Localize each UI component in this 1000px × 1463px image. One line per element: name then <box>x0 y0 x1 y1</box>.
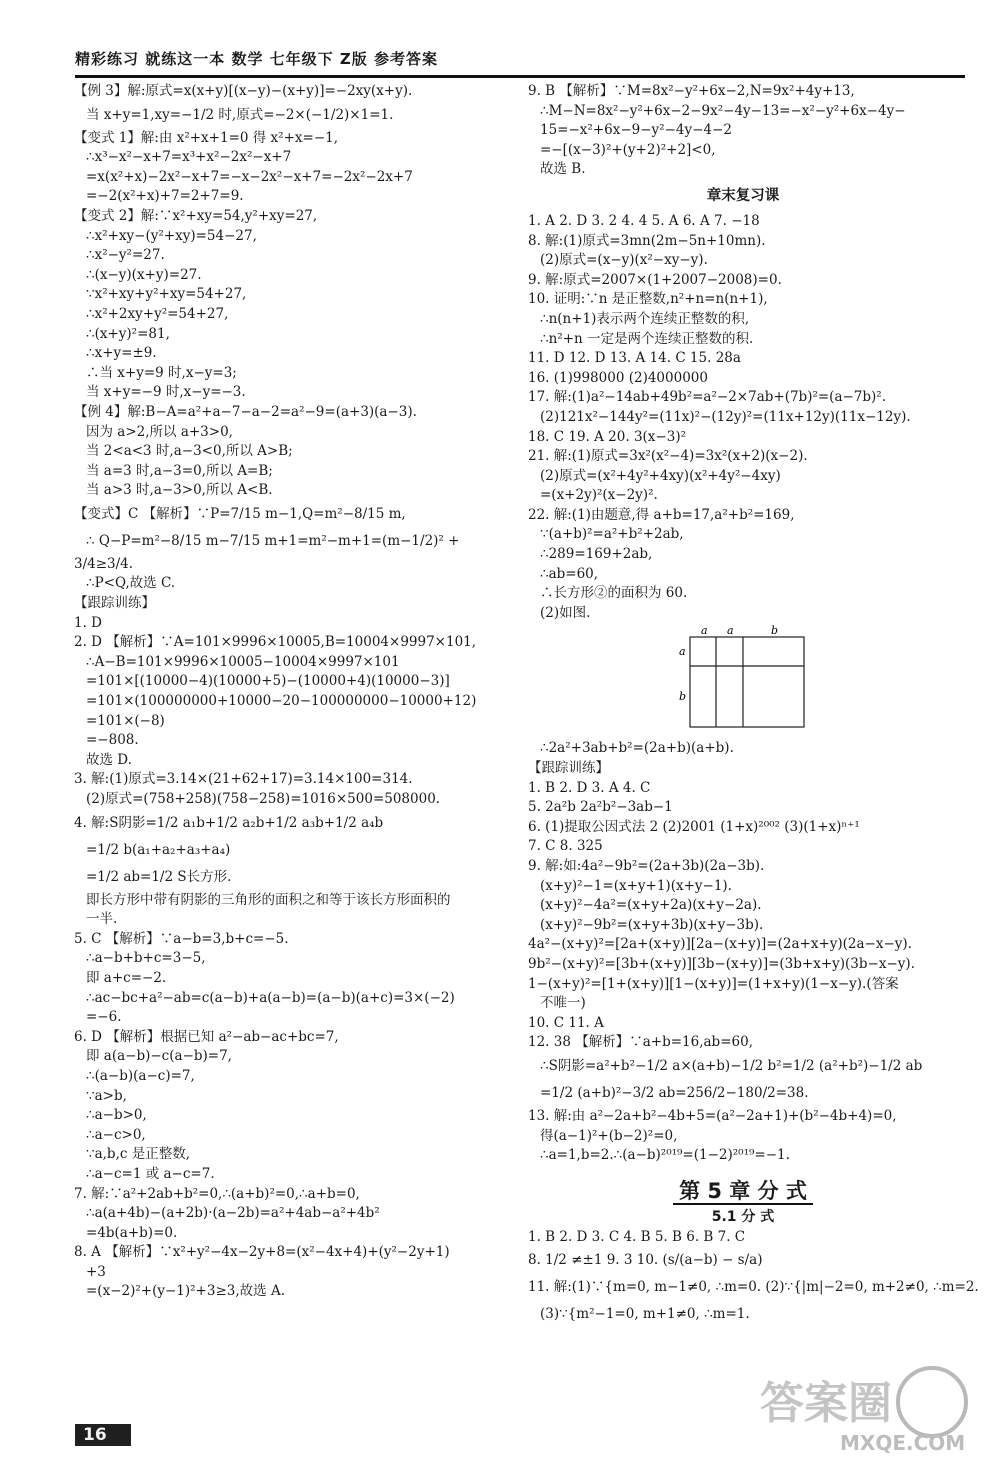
left-column <box>74 82 514 1302</box>
left-column-line: ∴x²+xy−(y²+xy)=54−27, <box>86 227 257 244</box>
left-column-line: 【变式】C 【解析】∵P=7/15 m−1,Q=m²−8/15 m, <box>74 505 406 522</box>
rectangle-figure <box>528 625 958 735</box>
left-column-line: =−808. <box>86 732 139 749</box>
right-column-top-line: 15=−x²+6x−9−y²−4y−4−2 <box>540 122 732 139</box>
left-column-line: =−2(x²+x)+7=2+7=9. <box>86 188 244 205</box>
chapter-title <box>528 1176 958 1206</box>
right-after-figure-lines <box>528 739 958 1165</box>
chapter-lines <box>528 1228 979 1329</box>
left-column-line: ∴a(a+4b)−(a+2b)·(a−2b)=a²+4ab−a²+4b² <box>86 1205 380 1222</box>
review-title: 章末复习课 <box>706 187 780 204</box>
left-column-line: =1/2 ab=1/2 S长方形. <box>86 868 232 885</box>
right-column-review-line: 22. 解:(1)由题意,得 a+b=17,a²+b²=169, <box>528 506 795 523</box>
left-column-line: 【例 4】解:B−A=a²+a−7−a−2=a²−9=(a+3)(a−3). <box>74 403 417 420</box>
right-column-review-line: 17. 解:(1)a²−14ab+49b²=a²−2×7ab+(7b)²=(a−7b)². <box>528 389 887 406</box>
left-column-line: =x(x²+x)−2x²−x+7=−x−2x²−x+7=−2x²−2x+7 <box>86 168 413 185</box>
left-column-line: ∴x²−y²=27. <box>86 247 165 264</box>
left-column-line: 即长方形中带有阴影的三角形的面积之和等于该长方形面积的 <box>86 891 451 908</box>
right-column-review-line: ∵(a+b)²=a²+b²+2ab, <box>540 526 684 543</box>
page-header: 精彩练习 就练这一本 数学 七年级下 Z版 参考答案 <box>75 48 965 78</box>
right-column-review-line: ∴ab=60, <box>540 565 599 582</box>
right-column-review-line: (2)原式=(x−y)(x²−xy−y). <box>540 252 708 269</box>
left-column-line: 6. D 【解析】根据已知 a²−ab−ac+bc=7, <box>74 1028 339 1045</box>
left-lines <box>74 82 514 1302</box>
left-column-line: =101×(100000000+10000−20−100000000−10000+12) <box>86 693 477 710</box>
right-column-review-line: (2)原式=(x²+4y²+4xy)(x²+4y²−4xy) <box>540 467 781 484</box>
right-column-after-fig-line: (x+y)²−9b²=(x+y+3b)(x+y−3b). <box>540 916 764 933</box>
left-column-line: 1. D <box>74 614 102 631</box>
left-column-line: 【变式 1】解:由 x²+x+1=0 得 x²+x=−1, <box>74 129 339 146</box>
fig-label-a2: a <box>727 625 734 638</box>
left-column-line: ∴ Q−P=m²−8/15 m−7/15 m+1=m²−m+1=(m−1/2)² + <box>86 532 460 549</box>
right-column-after-fig-line: 10. C 11. A <box>528 1014 604 1031</box>
left-column-line: 3. 解:(1)原式=3.14×(21+62+17)=3.14×100=314. <box>74 771 413 788</box>
left-column-line: 因为 a>2,所以 a+3>0, <box>86 423 233 440</box>
right-column-after-fig-line: =1/2 (a+b)²−3/2 ab=256/2−180/2=38. <box>540 1084 809 1101</box>
right-column-top-line: 9. B 【解析】∵M=8x²−y²+6x−2,N=9x²+4y+13, <box>528 83 855 99</box>
left-column-line: 7. 解:∵a²+2ab+b²=0,∴(a+b)²=0,∴a+b=0, <box>74 1185 360 1202</box>
right-column-top-line: =−[(x−3)²+(y+2)²+2]<0, <box>540 141 716 158</box>
right-column-after-fig-line: 4a²−(x+y)²=[2a+(x+y)][2a−(x+y)]=(2a+x+y)(2a−x−y). <box>528 936 912 953</box>
right-column-after-fig-line: ∴a=1,b=2.∴(a−b)²⁰¹⁹=(1−2)²⁰¹⁹=−1. <box>540 1147 790 1164</box>
right-column-review-line: (2)如图. <box>540 604 591 621</box>
left-column-line: 3/4≥3/4. <box>74 555 134 572</box>
right-column-review-line: 8. 解:(1)原式=3mn(2m−5n+10mn). <box>528 232 766 249</box>
right-column-after-fig-line: ∴S阴影=a²+b²−1/2 a×(a+b)−1/2 b²=1/2 (a²+b²)−1/2 ab <box>540 1057 923 1074</box>
right-column-chapter-line: (3)∵{m²−1=0, m+1≠0, ∴m=1. <box>540 1306 750 1323</box>
fig-label-a1: a <box>701 625 708 638</box>
watermark-url: MXQE.COM <box>840 1431 966 1455</box>
right-column-top-line: ∴M−N=8x²−y²+6x−2−9x²−4y−13=−x²−y²+6x−4y− <box>540 102 906 119</box>
right-column-after-fig-line: 得(a−1)²+(b−2)²=0, <box>540 1127 678 1144</box>
outer-rect <box>690 637 804 727</box>
left-column-line: 当 x+y=−9 时,x−y=−3. <box>86 384 246 401</box>
left-column-line: =(x−2)²+(y−1)²+3≥3,故选 A. <box>86 1283 285 1300</box>
right-column-review-line: 18. C 19. A 20. 3(x−3)² <box>528 428 686 445</box>
fig-side-label-a: a <box>679 645 686 659</box>
right-column-review-line: ∴n(n+1)表示两个连续正整数的积, <box>540 310 750 327</box>
left-column-line: =4b(a+b)=0. <box>86 1224 178 1241</box>
section-title: 5.1 分 式 <box>711 1208 775 1225</box>
right-column-top-line: 故选 B. <box>540 161 586 178</box>
left-column-line: ∴P<Q,故选 C. <box>86 575 176 592</box>
right-column-after-fig-line: 5. 2a²b 2a²b²−3ab−1 <box>528 799 673 816</box>
left-column-line: +3 <box>86 1263 106 1280</box>
left-column-line: 当 2<a<3 时,a−3<0,所以 A>B; <box>86 443 293 460</box>
left-column-line: 当 a>3 时,a−3>0,所以 A<B. <box>86 482 273 499</box>
left-column-line: 当 a=3 时,a−3=0,所以 A=B; <box>86 462 273 479</box>
left-column-line: ∴(x+y)²=81, <box>86 325 170 342</box>
left-column-line: 故选 D. <box>86 751 132 768</box>
left-column-line: ∴(x−y)(x+y)=27. <box>86 266 202 283</box>
left-column-line: 【变式 2】解:∵x²+xy=54,y²+xy=27, <box>74 207 318 224</box>
left-column-line: ∴x+y=±9. <box>86 345 157 362</box>
right-column-after-fig-line: (x+y)²−1=(x+y+1)(x+y−1). <box>540 877 732 894</box>
watermark-logo <box>752 1360 987 1455</box>
left-column-line: 5. C 【解析】∵a−b=3,b+c=−5. <box>74 930 289 947</box>
right-column-review-line: 10. 证明:∵n 是正整数,n²+n=n(n+1), <box>528 291 768 308</box>
right-column-after-fig-line: 7. C 8. 325 <box>528 838 603 855</box>
right-column-review-line: ∴长方形②的面积为 60. <box>540 585 688 602</box>
right-column-chapter-line: 11. 解:(1)∵{m=0, m−1≠0, ∴m=0. (2)∵{|m|−2=0, m+2≠0, ∴m=2. <box>528 1279 979 1296</box>
chapter-title-text: 第 5 章 分 式 <box>673 1179 813 1205</box>
left-column-line: 4. 解:S阴影=1/2 a₁b+1/2 a₂b+1/2 a₃b+1/2 a₄b <box>74 814 384 831</box>
review-lines <box>528 212 958 623</box>
left-column-line: 一半. <box>86 911 118 928</box>
right-top-lines <box>528 82 958 180</box>
left-column-line: 当 x+y=1,xy=−1/2 时,原式=−2×(−1/2)×1=1. <box>86 106 394 123</box>
right-column-after-fig-line: 【跟踪训练】 <box>528 760 609 777</box>
rectangle-diagram <box>668 625 848 733</box>
left-column-line: 即 a+c=−2. <box>86 969 167 986</box>
left-column-line: ∴ac−bc+a²−ab=c(a−b)+a(a−b)=(a−b)(a+c)=3×(−2) <box>86 989 455 1006</box>
left-column-line: ∴A−B=101×9996×10005−10004×9997×101 <box>86 653 400 670</box>
watermark-text: 答案圈 <box>760 1378 892 1429</box>
left-column-line: =1/2 b(a₁+a₂+a₃+a₄) <box>86 841 231 858</box>
left-column-line: =101×(−8) <box>86 712 165 729</box>
left-column-line: 【跟踪训练】 <box>74 595 155 612</box>
right-column-after-fig-line: ∴2a²+3ab+b²=(2a+b)(a+b). <box>540 740 734 757</box>
left-column-line: ∴a−c>0, <box>86 1126 146 1143</box>
right-column-review-line: 11. D 12. D 13. A 14. C 15. 28a <box>528 350 741 367</box>
right-column-review-line: =(x+2y)²(x−2y)². <box>540 487 658 504</box>
right-column-after-fig-line: 6. (1)提取公因式法 2 (2)2001 (1+x)²⁰⁰² (3)(1+x)ⁿ⁺¹ <box>528 818 860 835</box>
left-column-line: ∴x²+2xy+y²=54+27, <box>86 305 229 322</box>
right-column-review-line: 9. 解:原式=2007×(1+2007−2008)=0. <box>528 271 782 288</box>
right-column-after-fig-line: (x+y)²−4a²=(x+y+2a)(x+y−2a). <box>540 897 762 914</box>
right-column-after-fig-line: 不唯一) <box>540 995 586 1012</box>
fig-side-label-b: b <box>679 690 687 704</box>
left-column-line: 即 a(a−b)−c(a−b)=7, <box>86 1048 232 1065</box>
left-column-line: ∴当 x+y=9 时,x−y=3; <box>86 364 237 381</box>
left-column-line: ∵x²+xy+y²+xy=54+27, <box>86 286 247 303</box>
right-column-after-fig-line: 9. 解:如:4a²−9b²=(2a+3b)(2a−3b). <box>528 858 765 874</box>
left-column-line: ∴(a−b)(a−c)=7, <box>86 1067 195 1084</box>
right-column <box>528 82 979 1328</box>
right-column-after-fig-line: 13. 解:由 a²−2a+b²−4b+5=(a²−2a+1)+(b²−4b+4)=0, <box>528 1107 897 1124</box>
right-column-review-line: ∴n²+n 一定是两个连续正整数的积. <box>540 330 754 347</box>
page-number: 16 <box>75 1424 131 1446</box>
right-column-after-fig-line: 12. 38 【解析】∵a+b=16,ab=60, <box>528 1034 753 1051</box>
right-column-after-fig-line: 1−(x+y)²=[1+(x+y)][1−(x+y)]=(1+x+y)(1−x−y).(答案 <box>528 975 899 992</box>
right-column-review-line: 16. (1)998000 (2)4000000 <box>528 369 708 386</box>
left-column-line: (2)原式=(758+258)(758−258)=1016×500=508000. <box>86 791 441 807</box>
left-column-line: ∴x³−x²−x+7=x³+x²−2x²−x+7 <box>86 149 292 166</box>
right-column-review-line: ∴289=169+2ab, <box>540 546 653 563</box>
left-column-line: 2. D 【解析】∵A=101×9996×10005,B=10004×9997×101, <box>74 634 477 651</box>
left-column-line: ∵a>b, <box>86 1087 127 1104</box>
right-column-chapter-line: 8. 1/2 ≠±1 9. 3 10. (s/(a−b) − s/a) <box>528 1252 763 1269</box>
right-column-review-line: (2)121x²−144y²=(11x)²−(12y)²=(11x+12y)(11x−12y). <box>540 408 911 425</box>
left-column-line: 8. A 【解析】∵x²+y²−4x−2y+8=(x²−4x+4)+(y²−2y+1) <box>74 1244 450 1261</box>
left-column-line: ∴a−b+b+c=3−5, <box>86 950 206 967</box>
right-column-chapter-line: 1. B 2. D 3. C 4. B 5. B 6. B 7. C <box>528 1228 746 1245</box>
right-column-after-fig-line: 1. B 2. D 3. A 4. C <box>528 779 651 796</box>
right-column-review-line: 1. A 2. D 3. 2 4. 4 5. A 6. A 7. −18 <box>528 212 760 229</box>
left-column-line: =−6. <box>86 1009 122 1026</box>
left-column-line: ∴a−b>0, <box>86 1107 147 1124</box>
right-column-review-line: 21. 解:(1)原式=3x²(x²−4)=3x²(x+2)(x−2). <box>528 448 808 465</box>
left-column-line: =101×[(10000−4)(10000+5)−(10000+4)(10000−3)] <box>86 673 450 690</box>
left-column-line: ∵a,b,c 是正整数, <box>86 1146 191 1163</box>
left-column-line: 【例 3】解:原式=x(x+y)[(x−y)−(x+y)]=−2xy(x+y). <box>74 83 413 99</box>
right-column-after-fig-line: 9b²−(x+y)²=[3b+(x+y)][3b−(x+y)]=(3b+x+y)(3b−x−y). <box>528 955 915 972</box>
left-column-line: ∴a−c=1 或 a−c=7. <box>86 1165 215 1182</box>
fig-label-b: b <box>771 625 779 638</box>
